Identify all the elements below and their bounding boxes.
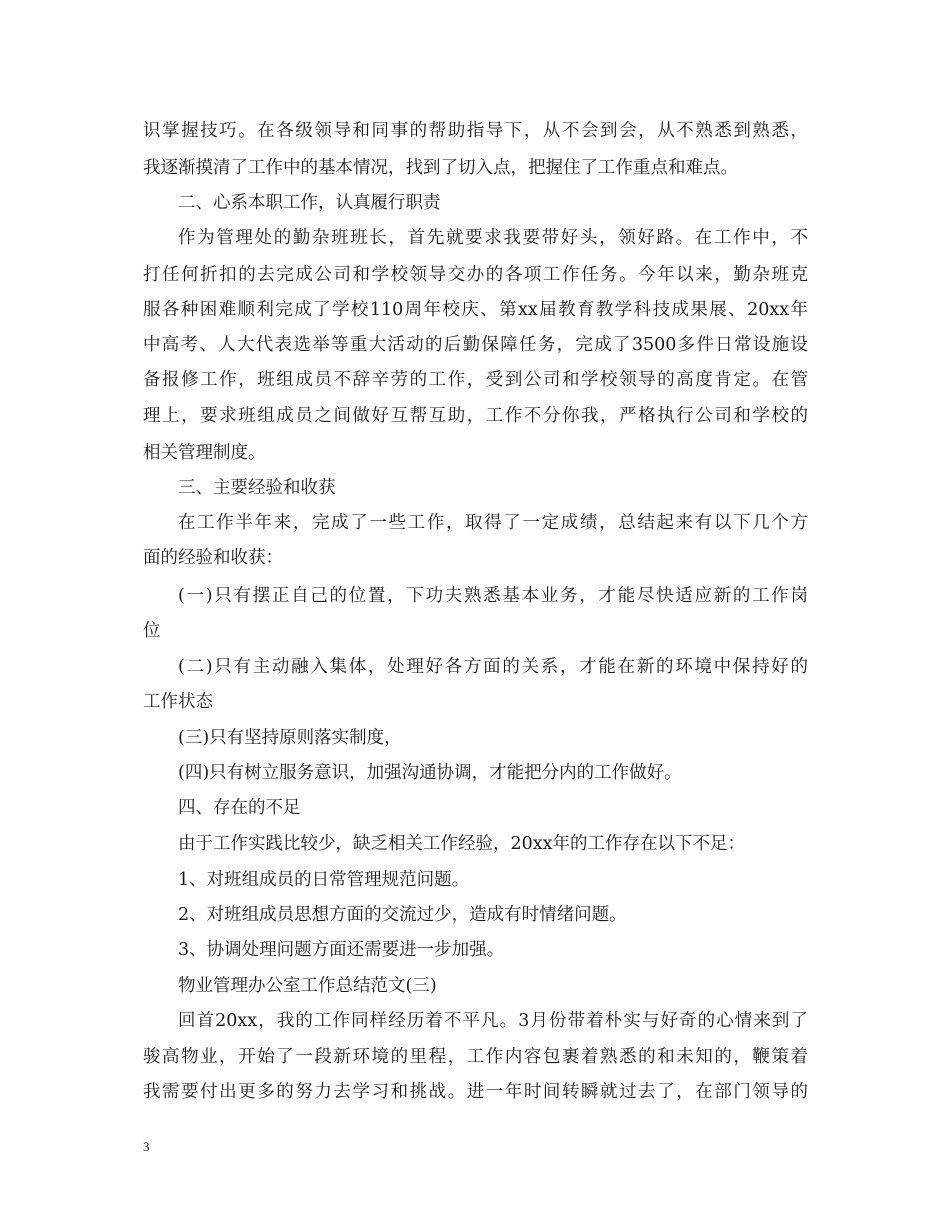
text-line: 中高考、人大代表选举等重大活动的后勤保障任务，完成了3500多件日常设施设 xyxy=(143,335,808,355)
text-line: 识掌握技巧。在各级领导和同事的帮助指导下，从不会到会，从不熟悉到熟悉， xyxy=(143,121,808,141)
text-line: 骏高物业，开始了一段新环境的里程，工作内容包裹着熟悉的和未知的，鞭策着 xyxy=(143,1047,808,1067)
text-line: 由于工作实践比较少，缺乏相关工作经验，20xx年的工作存在以下不足： xyxy=(178,834,746,854)
list-item: 2、对班组成员思想方面的交流过少，造成有时情绪问题。 xyxy=(178,905,627,925)
text-line: 工作状态 xyxy=(143,692,213,712)
text-line: 位 xyxy=(143,621,161,641)
text-line: 我需要付出更多的努力去学习和挑战。进一年时间转瞬就过去了，在部门领导的 xyxy=(143,1082,808,1102)
text-line: 面的经验和收获： xyxy=(143,548,283,568)
text-line: 相关管理制度。 xyxy=(143,443,266,463)
text-line: 我逐渐摸清了工作中的基本情况，找到了切入点，把握住了工作重点和难点。 xyxy=(143,158,738,178)
list-item: 3、协调处理问题方面还需要进一步加强。 xyxy=(178,940,505,960)
text-line: (一)只有摆正自己的位置，下功夫熟悉基本业务，才能尽快适应新的工作岗 xyxy=(178,586,808,606)
section-heading: 二、心系本职工作，认真履行职责 xyxy=(178,193,441,213)
section-heading: 三、主要经验和收获 xyxy=(178,478,336,498)
text-line: 服各种困难顺利完成了学校110周年校庆、第xx届教育教学科技成果展、20xx年 xyxy=(143,300,808,320)
text-line: 作为管理处的勤杂班班长，首先就要求我要带好头，领好路。在工作中，不 xyxy=(178,228,808,248)
text-line: 打任何折扣的去完成公司和学校领导交办的各项工作任务。今年以来，勤杂班克 xyxy=(143,265,808,285)
document-subtitle: 物业管理办公室工作总结范文(三) xyxy=(178,976,437,996)
text-line: 理上，要求班组成员之间做好互帮互助，工作不分你我，严格执行公司和学校的 xyxy=(143,406,808,426)
text-line: 在工作半年来，完成了一些工作，取得了一定成绩，总结起来有以下几个方 xyxy=(178,513,808,533)
section-heading: 四、存在的不足 xyxy=(178,798,301,818)
text-line: 回首20xx，我的工作同样经历着不平凡。3月份带着朴实与好奇的心情来到了 xyxy=(178,1011,808,1031)
text-line: (三)只有坚持原则落实制度， xyxy=(178,728,402,748)
list-item: 1、对班组成员的日常管理规范问题。 xyxy=(178,870,470,890)
text-line: (二)只有主动融入集体，处理好各方面的关系，才能在新的环境中保持好的 xyxy=(178,657,808,677)
text-line: 备报修工作，班组成员不辞辛劳的工作，受到公司和学校领导的高度肯定。在管 xyxy=(143,370,808,390)
page-number: 3 xyxy=(143,1139,150,1154)
text-line: (四)只有树立服务意识，加强沟通协调，才能把分内的工作做好。 xyxy=(178,763,682,783)
